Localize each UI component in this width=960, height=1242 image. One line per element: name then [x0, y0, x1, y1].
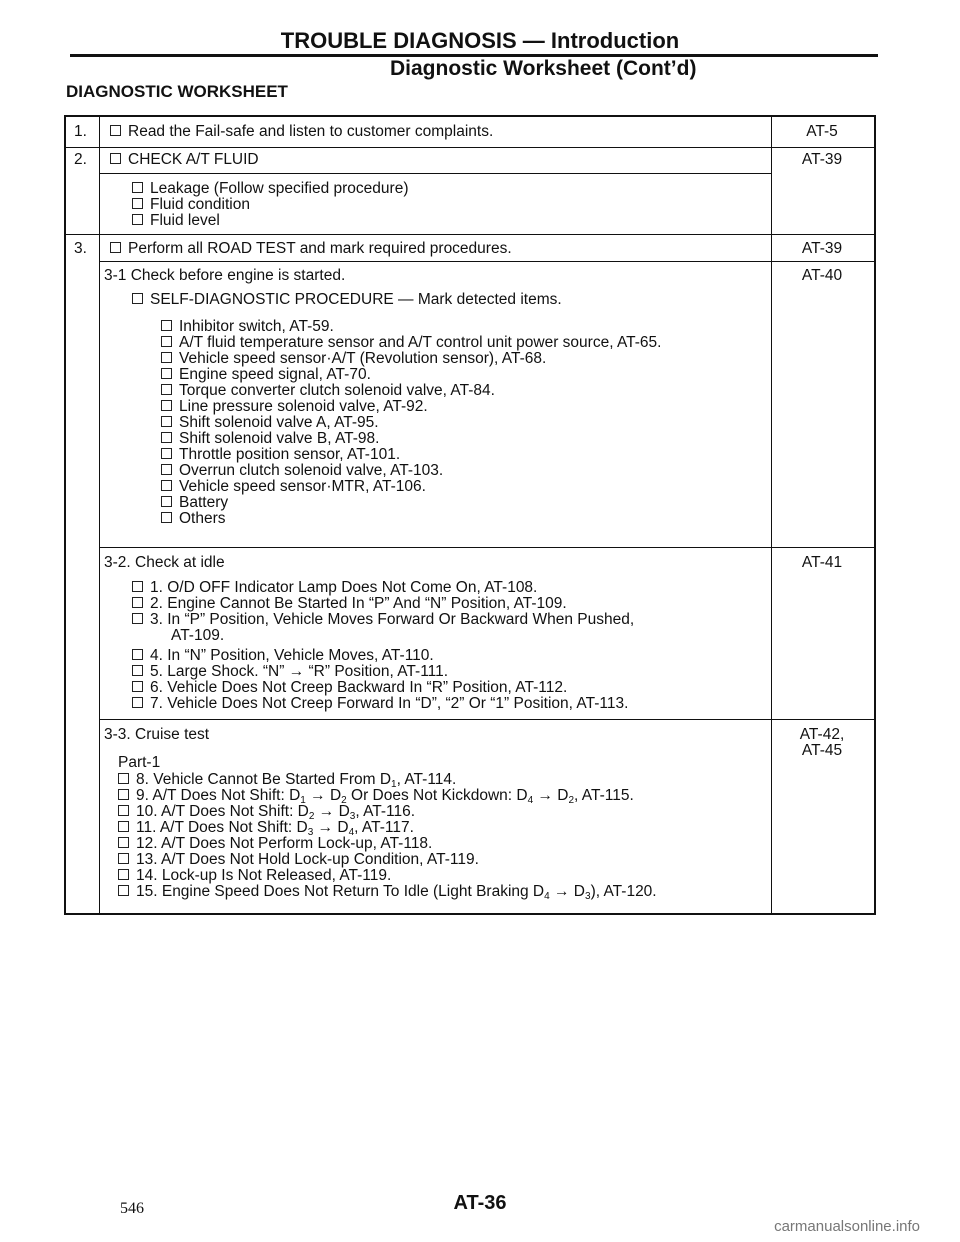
- checkbox[interactable]: [132, 293, 143, 304]
- checkbox[interactable]: [161, 432, 172, 443]
- checklist-item[interactable]: 8. Vehicle Cannot Be Started From $D_1$, AT-114.: [118, 772, 456, 788]
- part-label: Part-1: [118, 754, 161, 771]
- row-divider: [66, 234, 874, 235]
- checkbox[interactable]: [110, 125, 121, 136]
- checkbox[interactable]: [161, 368, 172, 379]
- checklist-item[interactable]: 5. Large Shock. “N” → “R” Position, AT-111.: [132, 664, 448, 680]
- checklist-item[interactable]: Line pressure solenoid valve, AT-92.: [161, 399, 428, 415]
- checklist-item[interactable]: Throttle position sensor, AT-101.: [161, 447, 400, 463]
- page-number: 546: [120, 1200, 144, 1217]
- checkbox[interactable]: [118, 805, 129, 816]
- checklist-item[interactable]: Others: [161, 511, 226, 527]
- ref-page: AT-42,: [799, 726, 845, 743]
- checklist-item[interactable]: 6. Vehicle Does Not Creep Backward In “R” Position, AT-112.: [132, 680, 567, 696]
- row-divider: [66, 147, 874, 148]
- checkbox[interactable]: [132, 581, 143, 592]
- checkbox[interactable]: [118, 853, 129, 864]
- checkbox[interactable]: [132, 613, 143, 624]
- checkbox[interactable]: [161, 480, 172, 491]
- num-col-divider: [99, 117, 100, 913]
- checklist-item[interactable]: Inhibitor switch, AT-59.: [161, 319, 334, 335]
- checkbox[interactable]: [118, 837, 129, 848]
- checkbox[interactable]: [161, 352, 172, 363]
- checkbox[interactable]: [132, 665, 143, 676]
- checkbox[interactable]: [161, 448, 172, 459]
- ref-page: AT-5: [806, 123, 838, 140]
- ref-page: AT-39: [801, 151, 843, 168]
- row-divider: [99, 173, 771, 174]
- ref-page: AT-40: [801, 267, 843, 284]
- checkbox[interactable]: [118, 885, 129, 896]
- row-divider: [99, 261, 874, 262]
- checkbox[interactable]: [161, 496, 172, 507]
- checklist-item[interactable]: 4. In “N” Position, Vehicle Moves, AT-110.: [132, 648, 434, 664]
- checkbox[interactable]: [161, 416, 172, 427]
- checklist-item[interactable]: Leakage (Follow specified procedure): [132, 181, 408, 197]
- checkbox[interactable]: [110, 153, 121, 164]
- checkbox[interactable]: [161, 400, 172, 411]
- checklist-item[interactable]: 13. A/T Does Not Hold Lock-up Condition, AT-119.: [118, 852, 479, 868]
- checklist-item[interactable]: 9. A/T Does Not Shift: $D_1 \to D_2$ Or Does Not Kickdown: $D_4 \to D_2$, AT-115.: [118, 788, 634, 804]
- checklist-item-continuation: AT-109.: [171, 627, 225, 644]
- checklist-item[interactable]: Vehicle speed sensor·A/T (Revolution sensor), AT-68.: [161, 351, 546, 367]
- watermark: carmanualsonline.info: [774, 1218, 920, 1235]
- checklist-item[interactable]: Fluid level: [132, 213, 220, 229]
- checkbox[interactable]: [118, 869, 129, 880]
- worksheet-table: [64, 115, 876, 915]
- checklist-item[interactable]: Overrun clutch solenoid valve, AT-103.: [161, 463, 443, 479]
- checkbox[interactable]: [161, 464, 172, 475]
- checkbox[interactable]: [118, 789, 129, 800]
- ref-page: AT-41: [801, 554, 843, 571]
- checklist-item[interactable]: 1. O/D OFF Indicator Lamp Does Not Come On, AT-108.: [132, 580, 537, 596]
- checklist-item[interactable]: 15. Engine Speed Does Not Return To Idle (Light Braking $D_4 \to D_3$), AT-120.: [118, 884, 657, 900]
- ref-col-divider: [771, 117, 772, 913]
- checkbox[interactable]: [132, 681, 143, 692]
- page-subtitle: Diagnostic Worksheet (Cont’d): [390, 57, 697, 80]
- checklist-item[interactable]: Battery: [161, 495, 228, 511]
- row-divider: [99, 719, 874, 720]
- row-number: 3.: [74, 240, 87, 257]
- checklist-item[interactable]: Engine speed signal, AT-70.: [161, 367, 371, 383]
- checkbox[interactable]: [161, 512, 172, 523]
- checkbox[interactable]: [161, 336, 172, 347]
- page-code: AT-36: [453, 1192, 507, 1214]
- checklist-item[interactable]: 12. A/T Does Not Perform Lock-up, AT-118.: [118, 836, 432, 852]
- row-divider: [99, 547, 874, 548]
- ref-page: AT-45: [801, 742, 843, 759]
- checklist-item[interactable]: 10. A/T Does Not Shift: $D_2 \to D_3$, AT-116.: [118, 804, 415, 820]
- checkbox[interactable]: [132, 214, 143, 225]
- page-title: TROUBLE DIAGNOSIS — Introduction: [280, 28, 680, 53]
- row-number: 1.: [74, 123, 87, 140]
- row-3-item[interactable]: Perform all ROAD TEST and mark required procedures.: [110, 241, 512, 257]
- section-heading: DIAGNOSTIC WORKSHEET: [66, 82, 288, 101]
- checklist-item[interactable]: 14. Lock-up Is Not Released, AT-119.: [118, 868, 391, 884]
- checkbox[interactable]: [132, 182, 143, 193]
- subsection-title: 3-2. Check at idle: [104, 554, 225, 571]
- self-diagnostic-item[interactable]: SELF-DIAGNOSTIC PROCEDURE — Mark detected items.: [132, 292, 562, 308]
- checkbox[interactable]: [161, 320, 172, 331]
- row-number: 2.: [74, 151, 87, 168]
- checkbox[interactable]: [132, 198, 143, 209]
- subsection-title: 3-3. Cruise test: [104, 726, 210, 743]
- subsection-title: 3-1 Check before engine is started.: [104, 267, 346, 284]
- checkbox[interactable]: [132, 697, 143, 708]
- row-1-item[interactable]: Read the Fail-safe and listen to customer complaints.: [110, 124, 493, 140]
- checkbox[interactable]: [118, 821, 129, 832]
- checkbox[interactable]: [161, 384, 172, 395]
- checklist-item[interactable]: Vehicle speed sensor·MTR, AT-106.: [161, 479, 426, 495]
- checklist-item[interactable]: Shift solenoid valve A, AT-95.: [161, 415, 379, 431]
- checkbox[interactable]: [132, 597, 143, 608]
- checkbox[interactable]: [110, 242, 121, 253]
- checklist-item[interactable]: A/T fluid temperature sensor and A/T control unit power source, AT-65.: [161, 335, 661, 351]
- ref-page: AT-39: [801, 240, 843, 257]
- checklist-item[interactable]: Fluid condition: [132, 197, 250, 213]
- checklist-item[interactable]: Torque converter clutch solenoid valve, AT-84.: [161, 383, 495, 399]
- checklist-item[interactable]: 2. Engine Cannot Be Started In “P” And “N” Position, AT-109.: [132, 596, 567, 612]
- checklist-item[interactable]: 3. In “P” Position, Vehicle Moves Forward Or Backward When Pushed,: [132, 612, 634, 628]
- checkbox[interactable]: [132, 649, 143, 660]
- checkbox[interactable]: [118, 773, 129, 784]
- checklist-item[interactable]: 11. A/T Does Not Shift: $D_3 \to D_4$, AT-117.: [118, 820, 414, 836]
- checklist-item[interactable]: Shift solenoid valve B, AT-98.: [161, 431, 379, 447]
- row-2-item[interactable]: CHECK A/T FLUID: [110, 152, 259, 168]
- checklist-item[interactable]: 7. Vehicle Does Not Creep Forward In “D”, “2” Or “1” Position, AT-113.: [132, 696, 628, 712]
